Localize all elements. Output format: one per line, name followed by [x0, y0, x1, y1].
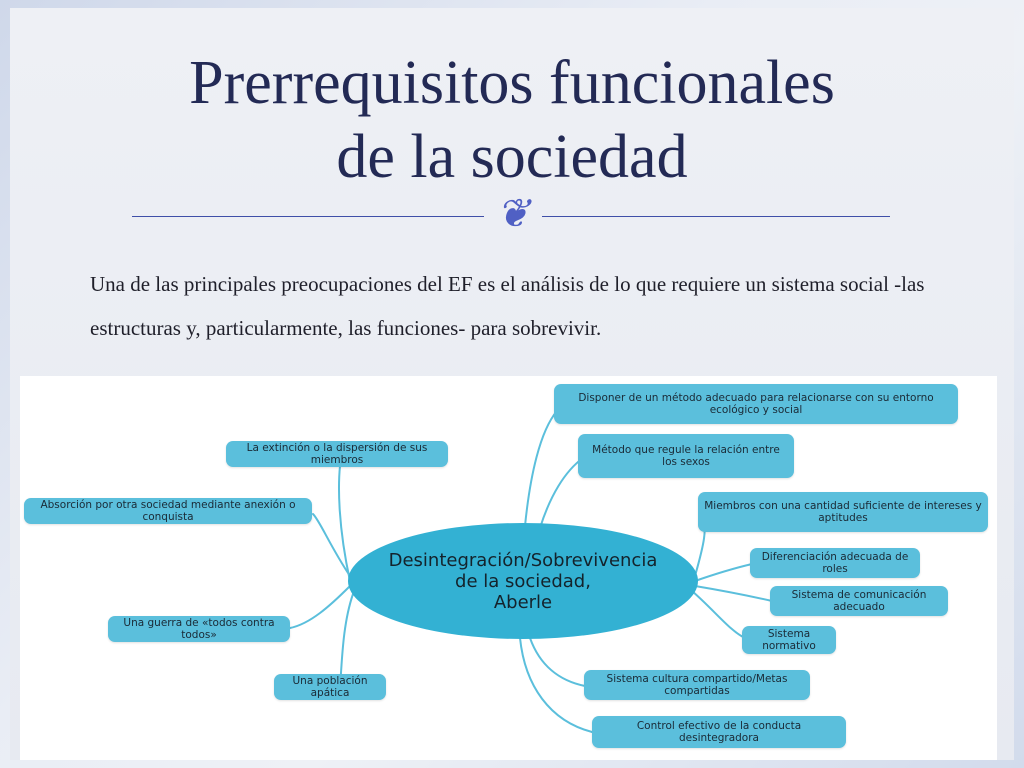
intro-paragraph: Una de las principales preocupaciones del EF es el análisis de lo que requiere un sistema social -las estructuras y, particularmente, las funciones- para sobrevivir. — [90, 272, 925, 340]
ornament-icon: ❦ — [496, 191, 530, 237]
node-sistema-normativo: Sistema normativo — [742, 626, 836, 654]
connector-right-4 — [695, 564, 752, 581]
central-topic-line-1: Desintegración/Sobrevivencia — [388, 549, 658, 571]
node-intereses-aptitudes: Miembros con una cantidad suficiente de intereses y aptitudes — [698, 492, 988, 532]
node-diferenciacion-roles: Diferenciación adecuada de roles — [750, 548, 920, 578]
connector-right-6 — [692, 591, 745, 638]
central-topic-line-3: Aberle — [493, 591, 553, 613]
connector-right-5 — [695, 586, 772, 601]
title-rule-right — [542, 216, 890, 217]
connector-right-7 — [530, 638, 585, 686]
node-absorcion: Absorción por otra sociedad mediante anexión o conquista — [24, 498, 312, 524]
mind-map — [20, 376, 997, 760]
central-topic-line-2: de la sociedad, — [455, 570, 591, 592]
node-metodo-entorno: Disponer de un método adecuado para relacionarse con su entorno ecológico y social — [554, 384, 958, 424]
connector-right-2 — [540, 458, 583, 528]
title-line-1: Prerrequisitos funcionales — [189, 49, 835, 117]
central-topic — [348, 523, 698, 639]
node-comunicacion: Sistema de comunicación adecuado — [770, 586, 948, 616]
connector-left-1 — [339, 466, 350, 581]
connector-right-1 — [525, 411, 557, 526]
node-sistema-cultura: Sistema cultura compartido/Metas compartidas — [584, 670, 810, 700]
node-control-conducta: Control efectivo de la conducta desintegradora — [592, 716, 846, 748]
slide-title — [0, 46, 1024, 194]
node-guerra: Una guerra de «todos contra todos» — [108, 616, 290, 642]
node-poblacion-apatica: Una población apática — [274, 674, 386, 700]
node-relacion-sexos: Método que regule la relación entre los sexos — [578, 434, 794, 478]
title-line-2: de la sociedad — [336, 123, 688, 191]
connector-left-4 — [340, 594, 353, 686]
title-rule-left — [132, 216, 484, 217]
node-extincion: La extinción o la dispersión de sus miembros — [226, 441, 448, 467]
connector-left-3 — [290, 586, 350, 628]
connector-left-2 — [313, 514, 350, 576]
